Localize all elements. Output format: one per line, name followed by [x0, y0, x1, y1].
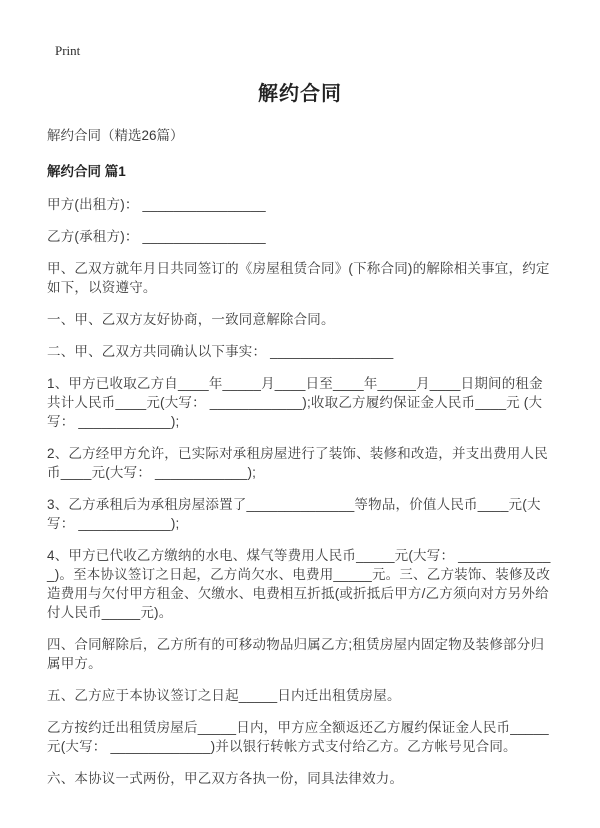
clause-5: 五、乙方应于本协议签订之日起_____日内迁出租赁房屋。: [47, 688, 401, 703]
preamble-paragraph: 甲、乙双方就年月日共同签订的《房屋租赁合同》(下称合同)的解除相关事宜，约定如下，以资遵守。: [47, 261, 550, 295]
print-link[interactable]: Print: [55, 43, 81, 58]
fact-item-1: 1、甲方已收取乙方自____年_____月____日至____年_____月____日期间的租金共计人民币____元(大写： ____________);收取乙方履约保证金人民币____元 (大写： ____________);: [47, 376, 543, 429]
document-subtitle: 解约合同（精选26篇）: [47, 128, 184, 143]
document-title: 解约合同: [258, 83, 342, 105]
fact-item-2: 2、乙方经甲方允许，已实际对承租房屋进行了装饰、装修和改造，并支出费用人民币____元(大写： ____________);: [47, 446, 548, 480]
party-b-line: 乙方(承租方)： ________________: [47, 229, 266, 244]
clause-2: 二、甲、乙双方共同确认以下事实： ________________: [47, 344, 394, 359]
fact-item-4: 4、甲方已代收乙方缴纳的水电、煤气等费用人民币_____元(大写： _____________)。至本协议签订之日起，乙方尚欠水、电费用_____元。三、乙方装饰、装修及改造费用与欠付甲方租金、欠缴水、电费相互折抵(或折抵后甲方/乙方须向对方另外给付人民币_____元)。: [47, 548, 551, 620]
fact-item-3: 3、乙方承租后为承租房屋添置了______________等物品，价值人民币____元(大写： ____________);: [47, 497, 541, 531]
party-a-line: 甲方(出租方)： ________________: [47, 197, 266, 212]
clause-6: 六、本协议一式两份，甲乙双方各执一份，同具法律效力。: [47, 771, 404, 786]
section-heading: 解约合同 篇1: [47, 164, 126, 179]
clause-4: 四、合同解除后，乙方所有的可移动物品归属乙方;租赁房屋内固定物及装修部分归属甲方。: [47, 637, 545, 671]
clause-5-detail: 乙方按约迁出租赁房屋后_____日内，甲方应全额返还乙方履约保证金人民币_____元(大写： _____________)并以银行转帐方式支付给乙方。乙方帐号见合同。: [47, 720, 549, 754]
clause-1: 一、甲、乙双方友好协商，一致同意解除合同。: [47, 312, 335, 327]
